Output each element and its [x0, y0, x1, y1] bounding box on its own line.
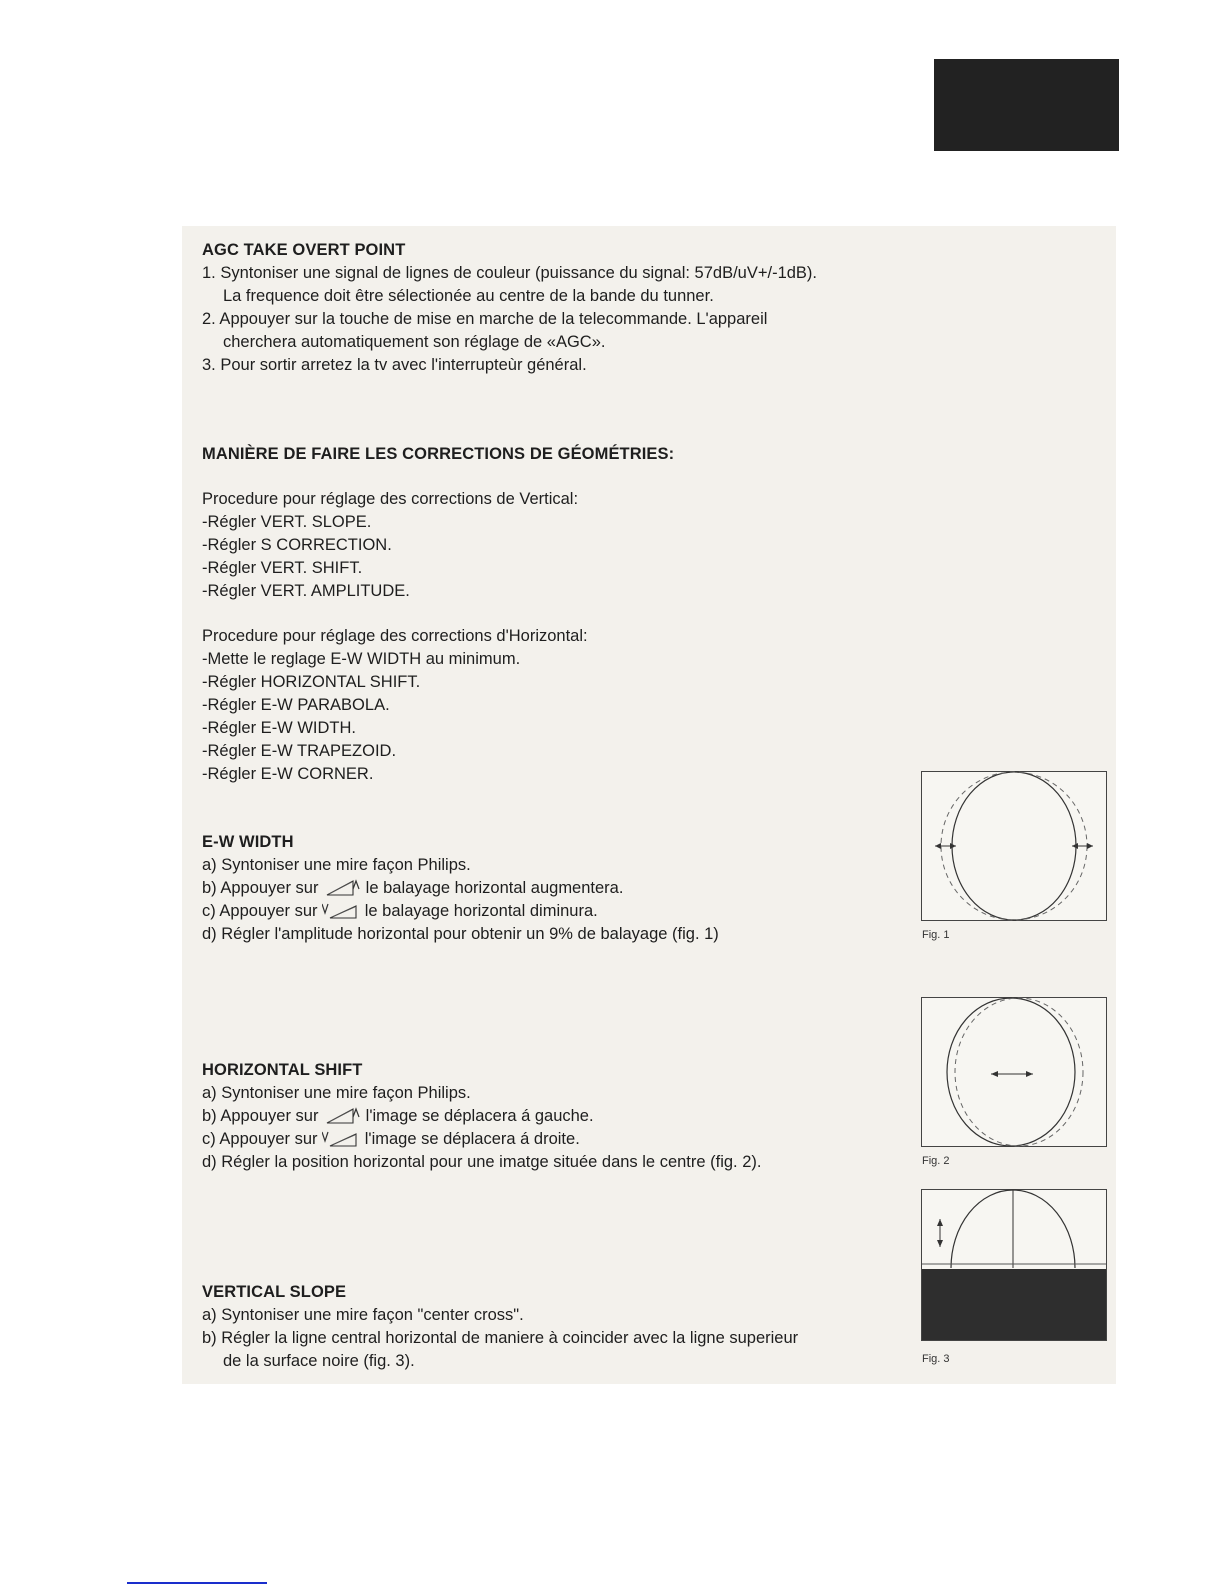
- agc-section: [202, 239, 817, 377]
- footer-link-underline[interactable]: [127, 1582, 267, 1584]
- up-caret-triangle-icon: [323, 878, 361, 896]
- hshift-section: [202, 1059, 761, 1174]
- agc-line-1: 1. Syntoniser une signal de lignes de couleur (puissance du signal: 57dB/uV+/-1dB).: [202, 264, 818, 282]
- ew-width-title: E-W WIDTH: [202, 833, 294, 851]
- vertical-item: -Régler VERT. SLOPE.: [202, 513, 372, 531]
- geometry-title: MANIÈRE DE FAIRE LES CORRECTIONS DE GÉOMÉTRIES:: [202, 445, 675, 463]
- down-caret-triangle-icon: [322, 901, 360, 919]
- step-b-suffix: l'image se déplacera á gauche.: [365, 1107, 594, 1125]
- figure-1-caption: Fig. 1: [922, 929, 950, 941]
- vslope-title: VERTICAL SLOPE: [202, 1283, 347, 1301]
- vslope-step-b-cont: de la surface noire (fig. 3).: [223, 1352, 415, 1370]
- step-c-prefix: c) Appouyer sur: [202, 1130, 318, 1148]
- step-c-suffix: l'image se déplacera á droite.: [364, 1130, 580, 1148]
- step-b-prefix: b) Appouyer sur: [202, 1107, 319, 1125]
- hshift-step-a: a) Syntoniser une mire façon Philips.: [202, 1084, 471, 1102]
- figure-3-slope-diagram: [921, 1189, 1107, 1341]
- step-b-prefix: b) Appouyer sur: [202, 879, 319, 897]
- agc-line-4: cherchera automatiquement son réglage de «AGC».: [223, 333, 606, 351]
- geometry-section: [202, 443, 674, 786]
- ew-width-step-a: a) Syntoniser une mire façon Philips.: [202, 856, 471, 874]
- step-b-suffix: le balayage horizontal augmentera.: [365, 879, 624, 897]
- vslope-step-a: a) Syntoniser une mire façon "center cross".: [202, 1306, 524, 1324]
- hshift-step-d: d) Régler la position horizontal pour une imatge située dans le centre (fig. 2).: [202, 1153, 762, 1171]
- horizontal-item: -Régler HORIZONTAL SHIFT.: [202, 673, 421, 691]
- hshift-title: HORIZONTAL SHIFT: [202, 1061, 363, 1079]
- horizontal-item: -Régler E-W CORNER.: [202, 765, 374, 783]
- ew-width-step-b: [202, 877, 719, 900]
- figure-2-caption: Fig. 2: [922, 1155, 950, 1167]
- up-caret-triangle-icon: [323, 1106, 361, 1124]
- vertical-item: -Régler S CORRECTION.: [202, 536, 392, 554]
- hshift-step-b: [202, 1105, 761, 1128]
- agc-title: AGC TAKE OVERT POINT: [202, 241, 406, 259]
- horizontal-item: -Régler E-W TRAPEZOID.: [202, 742, 397, 760]
- horizontal-item: -Régler E-W PARABOLA.: [202, 696, 390, 714]
- down-caret-triangle-icon: [322, 1129, 360, 1147]
- agc-line-2: La frequence doit être sélectionée au centre de la bande du tunner.: [223, 287, 714, 305]
- hshift-step-c: [202, 1128, 761, 1151]
- step-c-suffix: le balayage horizontal diminura.: [364, 902, 598, 920]
- step-c-prefix: c) Appouyer sur: [202, 902, 318, 920]
- figure-3-caption: Fig. 3: [922, 1353, 950, 1365]
- horizontal-item: -Régler E-W WIDTH.: [202, 719, 356, 737]
- figure-1-width-diagram: [921, 771, 1107, 921]
- corner-tab-block: [934, 59, 1119, 151]
- figure-2-shift-diagram: [921, 997, 1107, 1147]
- ew-width-section: [202, 831, 719, 946]
- ew-width-step-c: [202, 900, 719, 923]
- ew-width-step-d: d) Régler l'amplitude horizontal pour obtenir un 9% de balayage (fig. 1): [202, 925, 719, 943]
- agc-line-5: 3. Pour sortir arretez la tv avec l'interrupteùr général.: [202, 356, 587, 374]
- agc-line-3: 2. Appouyer sur la touche de mise en marche de la telecommande. L'appareil: [202, 310, 768, 328]
- vslope-section: [202, 1281, 798, 1373]
- vslope-step-b: b) Régler la ligne central horizontal de maniere à coincider avec la ligne superieur: [202, 1329, 799, 1347]
- horizontal-intro: Procedure pour réglage des corrections d'Horizontal:: [202, 627, 588, 645]
- vertical-intro: Procedure pour réglage des corrections de Vertical:: [202, 490, 579, 508]
- vertical-item: -Régler VERT. SHIFT.: [202, 559, 363, 577]
- vertical-item: -Régler VERT. AMPLITUDE.: [202, 582, 410, 600]
- horizontal-item: -Mette le reglage E-W WIDTH au minimum.: [202, 650, 521, 668]
